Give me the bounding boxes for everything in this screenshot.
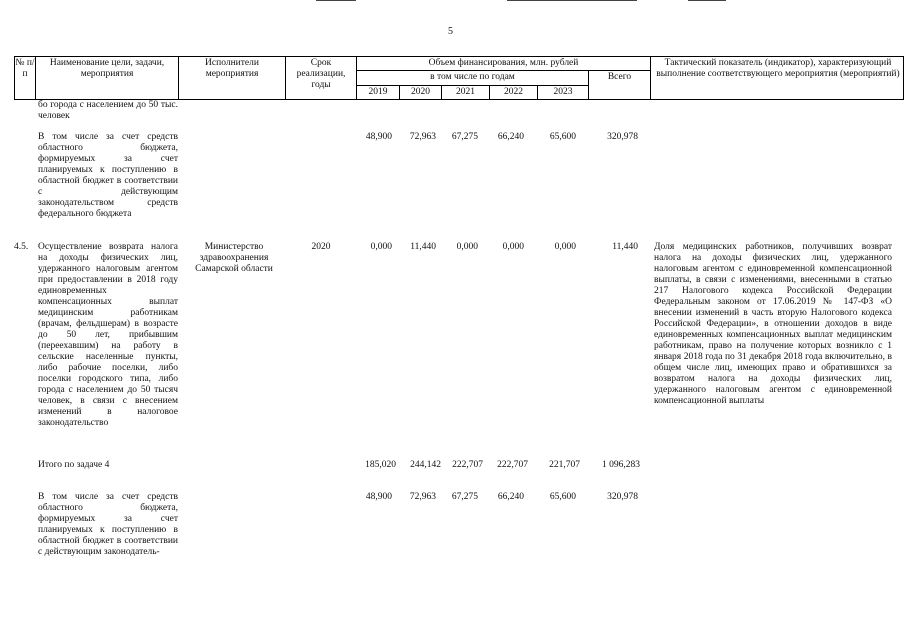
row2-value-2023: 0,000: [554, 242, 576, 252]
row1-text: В том числе за счет средств областного бюджета, формируемых за счет планируемых к поступлению в областной бюджет в соответствии с действующим законодательством средств федерального бюджета: [38, 132, 178, 219]
row2-value-2022: 0,000: [502, 242, 524, 252]
row2-term: 2020: [311, 242, 331, 252]
header-num: № п/п: [15, 58, 35, 79]
row1-value-2020: 72,963: [409, 132, 436, 142]
header-volume: Объем финансирования, млн. рублей: [428, 58, 579, 68]
header-year-2021: 2021: [456, 87, 475, 97]
row3-value-2021: 222,707: [452, 460, 483, 470]
row2-value-total: 11,440: [612, 242, 638, 252]
header-indicator: Тактический показатель (индикатор), характеризующий выполнение соответствующего мероприятия (мероприятий): [656, 58, 900, 79]
header-year-2023: 2023: [553, 87, 573, 97]
header-year-2019: 2019: [368, 87, 388, 97]
row4-value-2020: 72,963: [409, 492, 436, 502]
row1-value-total: 320,978: [607, 132, 638, 142]
row2-num: 4.5.: [14, 242, 29, 252]
row1-value-2022: 66,240: [497, 132, 524, 142]
row3-value-2020: 244,142: [410, 460, 441, 470]
top-rule-1: [316, 0, 356, 1]
row4-text: В том числе за счет средств областного бюджета, формируемых за счет планируемых к поступлению в областной бюджет в соответствии с действующим законодатель-: [38, 492, 178, 557]
row1-value-2019: 48,900: [365, 132, 392, 142]
header-total: Всего: [607, 72, 632, 82]
row4-value-total: 320,978: [607, 492, 638, 502]
row4-value-2021: 67,275: [451, 492, 478, 502]
row2-value-2019: 0,000: [370, 242, 392, 252]
top-rule-2: [507, 0, 637, 1]
row4-value-2022: 66,240: [497, 492, 524, 502]
row2-value-2021: 0,000: [456, 242, 478, 252]
row1-value-2021: 67,275: [451, 132, 478, 142]
row3-value-2023: 221,707: [549, 460, 580, 470]
table-header: [14, 56, 904, 100]
row2-executor: Министерство здравоохранения Самарской области: [195, 242, 273, 274]
row4-value-2023: 65,600: [549, 492, 576, 502]
row2-indicator: Доля медицинских работников, получивших возврат налога на доходы физических лиц, удержанного налоговым агентом с единовременной компенсационной выплаты, в связи с изменениями, внесенными в статью 217 Налогового кодекса Российской Федерации Федеральным законом от 17.06.2019 № 147-ФЗ «О внесении изменений в часть вторую Налогового кодекса Российской Федерации», в отношении доходов в виде единовременных компенсационных выплат медицинским работникам, право на получение которых возникло с 1 января 2018 года по 31 декабря 2018 года включительно, в общем числе лиц, имеющих право и обратившихся за возвратом налога на доходы физических лиц, удержанного налоговым агентом с единовременной компенсационной выплаты: [654, 242, 892, 406]
row-continuation-text: бо города с населением до 50 тыс. человек: [38, 100, 178, 121]
header-name: Наименование цели, задачи, мероприятия: [49, 58, 165, 79]
row2-value-2020: 11,440: [410, 242, 436, 252]
row3-text: Итого по задаче 4: [38, 460, 110, 470]
header-term: Срок реализации, годы: [296, 58, 346, 90]
page-number: 5: [448, 26, 453, 37]
row3-value-2019: 185,020: [365, 460, 396, 470]
header-year-2022: 2022: [504, 87, 523, 97]
header-year-2020: 2020: [411, 87, 430, 97]
row3-value-total: 1 096,283: [602, 460, 640, 470]
row2-text: Осуществление возврата налога на доходы физических лиц, удержанного налоговым агентом при предоставлении в 2018 году единовременных компенсационных выплат медицинским работникам (врачам, фельдшерам) в возрасте до 50 лет, прибывшим (переехавшим) на работу в сельские населенные пункты, либо рабочие поселки, либо поселки городского типа, либо города с населением до 50 тысяч человек, в связи с внесением изменений в налоговое законодательство: [38, 242, 178, 428]
row1-value-2023: 65,600: [549, 132, 576, 142]
header-by-years: в том числе по годам: [430, 72, 515, 82]
top-rule-3: [688, 0, 726, 1]
row3-value-2022: 222,707: [497, 460, 528, 470]
row4-value-2019: 48,900: [365, 492, 392, 502]
header-executors: Исполнители мероприятия: [205, 58, 259, 79]
